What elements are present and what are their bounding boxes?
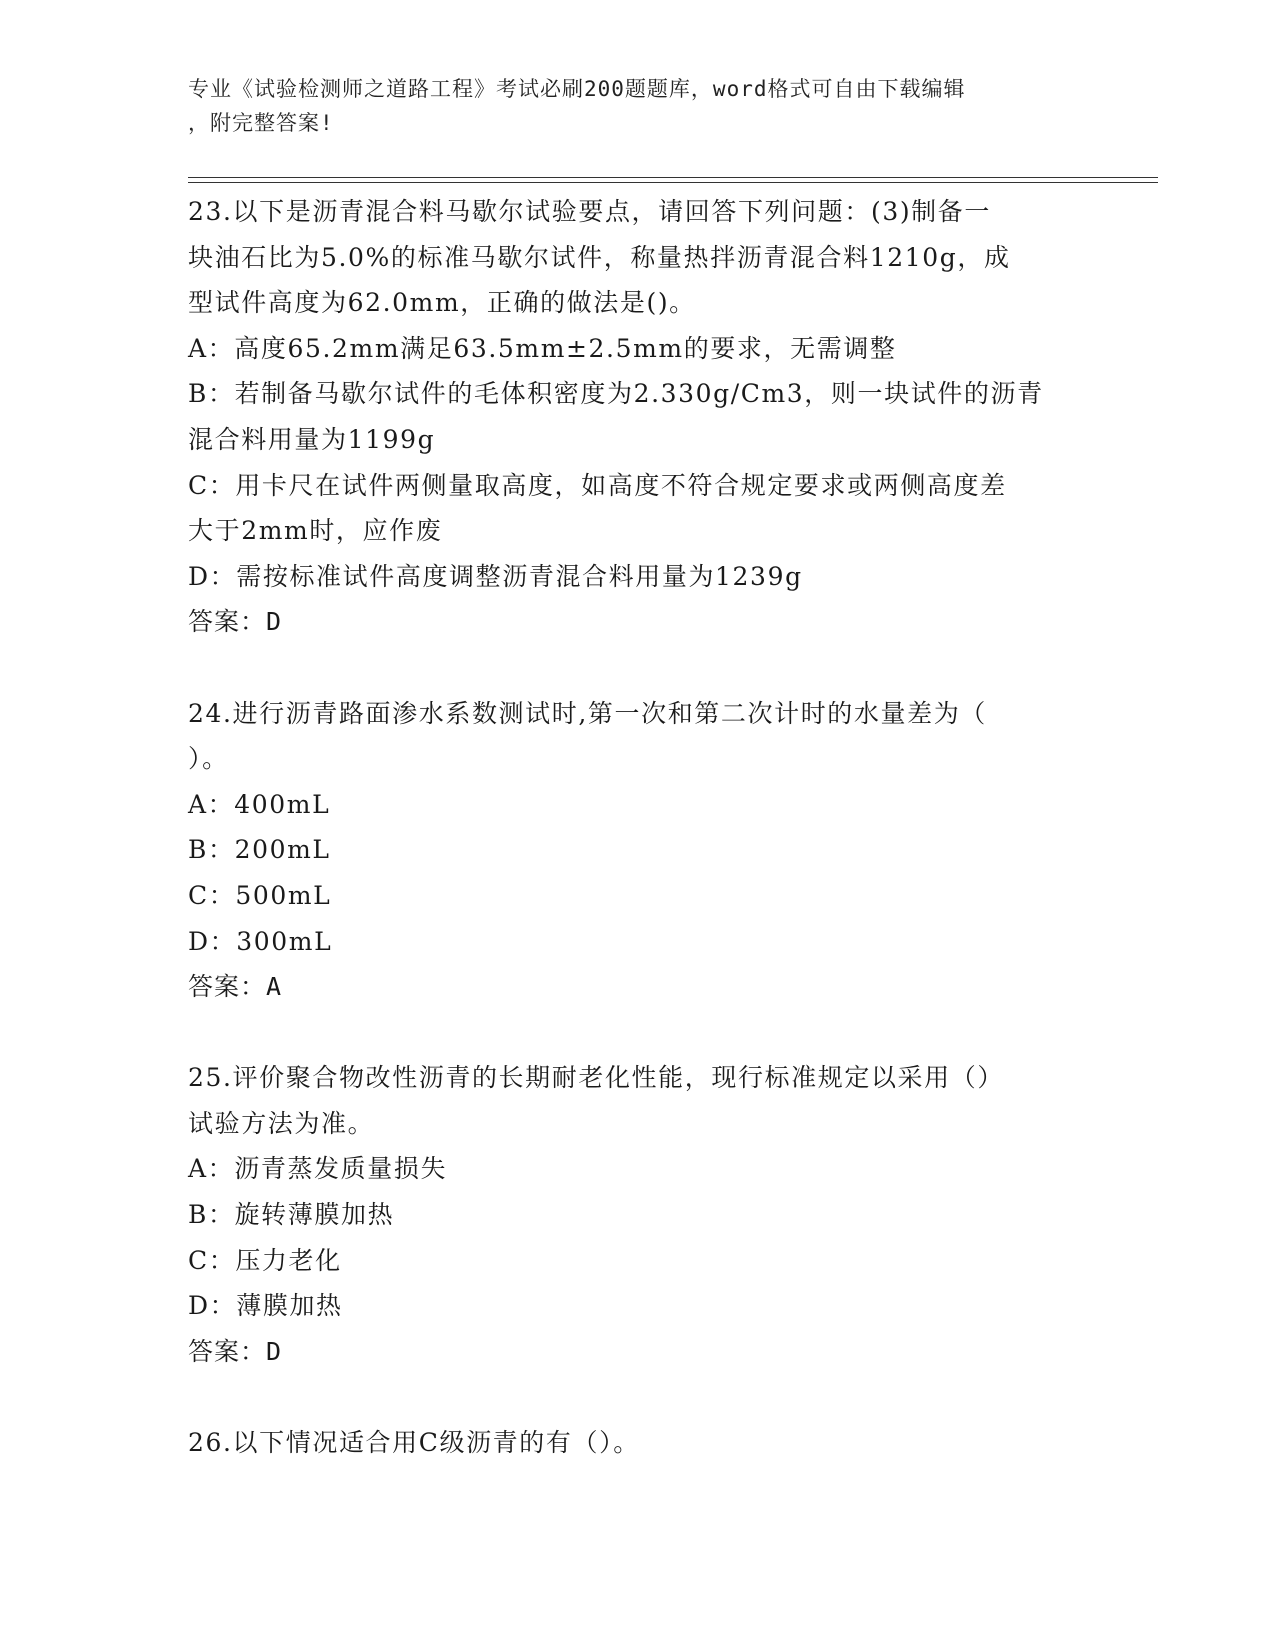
option-line: 混合料用量为1199g [188, 424, 436, 454]
answer: 答案：D [188, 1336, 283, 1366]
option-line: D：薄膜加热 [188, 1291, 343, 1321]
option-b [188, 1192, 1088, 1238]
option-line: A：400mL [188, 789, 331, 819]
question-gap [188, 1010, 1088, 1056]
header-divider-top [188, 177, 1158, 178]
question-stem [188, 691, 1088, 782]
answer: 答案：A [188, 972, 283, 1002]
option-line: C：用卡尺在试件两侧量取高度，如高度不符合规定要求或两侧高度差 [188, 470, 1007, 500]
option-b [188, 827, 1088, 873]
option-d [188, 919, 1088, 965]
stem-line: 25.评价聚合物改性沥青的长期耐老化性能，现行标准规定以采用（） [188, 1063, 1004, 1093]
question-gap [188, 1374, 1088, 1420]
answer: 答案：D [188, 607, 283, 637]
option-d [188, 1283, 1088, 1329]
option-line: B：200mL [188, 835, 331, 865]
option-line: C：压力老化 [188, 1245, 342, 1275]
option-line: 大于2mm时，应作废 [188, 516, 443, 546]
question-stem [188, 1055, 1088, 1146]
stem-line: 试验方法为准。 [188, 1108, 375, 1138]
option-a [188, 326, 1088, 372]
header-line-2: ，附完整答案! [188, 111, 334, 135]
stem-line: 26.以下情况适合用C级沥青的有（）。 [188, 1428, 640, 1458]
option-b [188, 371, 1088, 462]
option-line: D：300mL [188, 926, 333, 956]
option-line: A：高度65.2mm满足63.5mm±2.5mm的要求，无需调整 [188, 333, 897, 363]
option-line: A：沥青蒸发质量损失 [188, 1154, 448, 1184]
stem-line: ）。 [188, 744, 229, 774]
stem-line: 23.以下是沥青混合料马歇尔试验要点，请回答下列问题：(3)制备一 [188, 197, 991, 226]
question-stem [188, 1420, 1088, 1466]
header-line-1: 专业《试验检测师之道路工程》考试必刷200题题库，word格式可自由下载编辑 [188, 77, 966, 101]
question-list [188, 189, 1088, 1466]
question-stem [188, 189, 1088, 326]
option-c [188, 1238, 1088, 1284]
question-23 [188, 189, 1088, 645]
page-header [188, 72, 1068, 140]
option-line: C：500mL [188, 880, 332, 910]
option-line: B：若制备马歇尔试件的毛体积密度为2.330g/Cm3，则一块试件的沥青 [188, 379, 1044, 409]
stem-line: 型试件高度为62.0mm，正确的做法是()。 [188, 288, 696, 318]
stem-line: 24.进行沥青路面渗水系数测试时,第一次和第二次计时的水量差为（ [188, 698, 987, 728]
option-line: D：需按标准试件高度调整沥青混合料用量为1239g [188, 561, 803, 591]
option-line: B：旋转薄膜加热 [188, 1200, 395, 1230]
question-25 [188, 1055, 1088, 1374]
stem-line: 块油石比为5.0%的标准马歇尔试件，称量热拌沥青混合料1210g，成 [188, 242, 1011, 272]
option-a [188, 1146, 1088, 1192]
header-divider-bottom [188, 182, 1158, 183]
option-c [188, 463, 1088, 554]
question-26 [188, 1420, 1088, 1466]
question-24 [188, 691, 1088, 1010]
option-c [188, 873, 1088, 919]
option-a [188, 782, 1088, 828]
option-d [188, 554, 1088, 600]
question-gap [188, 645, 1088, 691]
